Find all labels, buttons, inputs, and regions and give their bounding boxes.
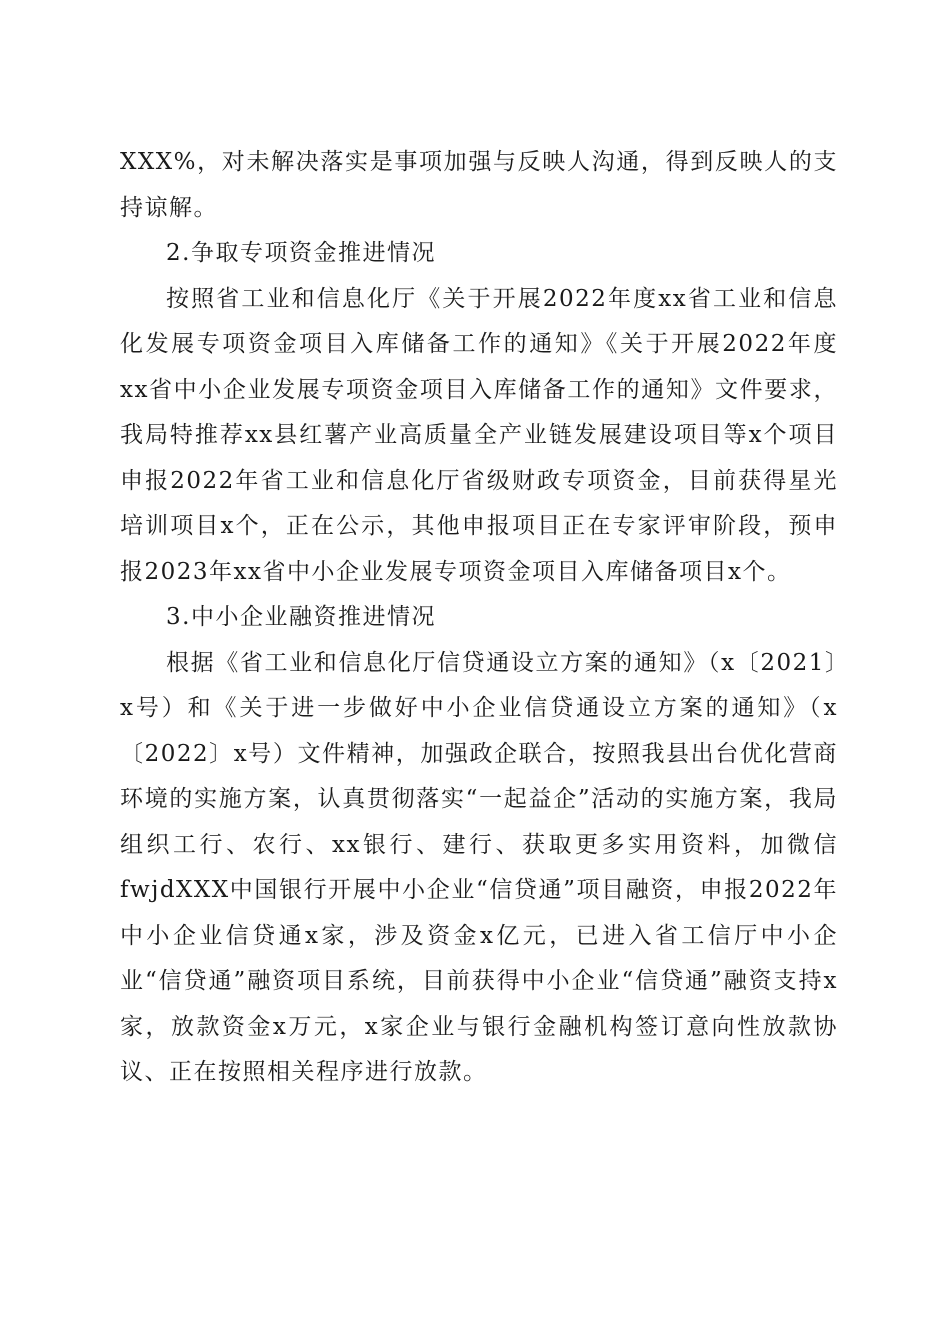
section-heading-sme-financing: 3.中小企业融资推进情况: [166, 604, 436, 630]
section-heading-special-funds: 2.争取专项资金推进情况: [166, 240, 436, 266]
paragraph-special-funds: 按照省工业和信息化厅《关于开展2022年度xx省工业和信息化发展专项资金项目入库储备工作的通知》《关于开展2022年度xx省中小企业发展专项资金项目入库储备工作的通知》文件要求，我局特推荐xx县红薯产业高质量全产业链发展建设项目等x个项目申报2022年省工业和信息化厅省级财政专项资金，目前获得星光培训项目x个，正在公示，其他申报项目正在专家评审阶段，预申报2023年xx省中小企业发展专项资金项目入库储备项目x个。: [120, 285, 838, 585]
paragraph-continuation: XXX%，对未解决落实是事项加强与反映人沟通，得到反映人的支持谅解。: [120, 149, 838, 221]
paragraph-sme-financing: 根据《省工业和信息化厅信贷通设立方案的通知》（x〔2021〕x号）和《关于进一步做好中小企业信贷通设立方案的通知》（x〔2022〕x号）文件精神，加强政企联合，按照我县出台优化营商环境的实施方案，认真贯彻落实“一起益企”活动的实施方案，我局组织工行、农行、xx银行、建行、获取更多实用资料，加微信fwjdXXX中国银行开展中小企业“信贷通”项目融资，申报2022年中小企业信贷通x家，涉及资金x亿元，已进入省工信厅中小企业“信贷通”融资项目系统，目前获得中小企业“信贷通”融资支持x家，放款资金x万元，x家企业与银行金融机构签订意向性放款协议、正在按照相关程序进行放款。: [120, 649, 838, 1085]
document-body: [120, 140, 838, 1096]
